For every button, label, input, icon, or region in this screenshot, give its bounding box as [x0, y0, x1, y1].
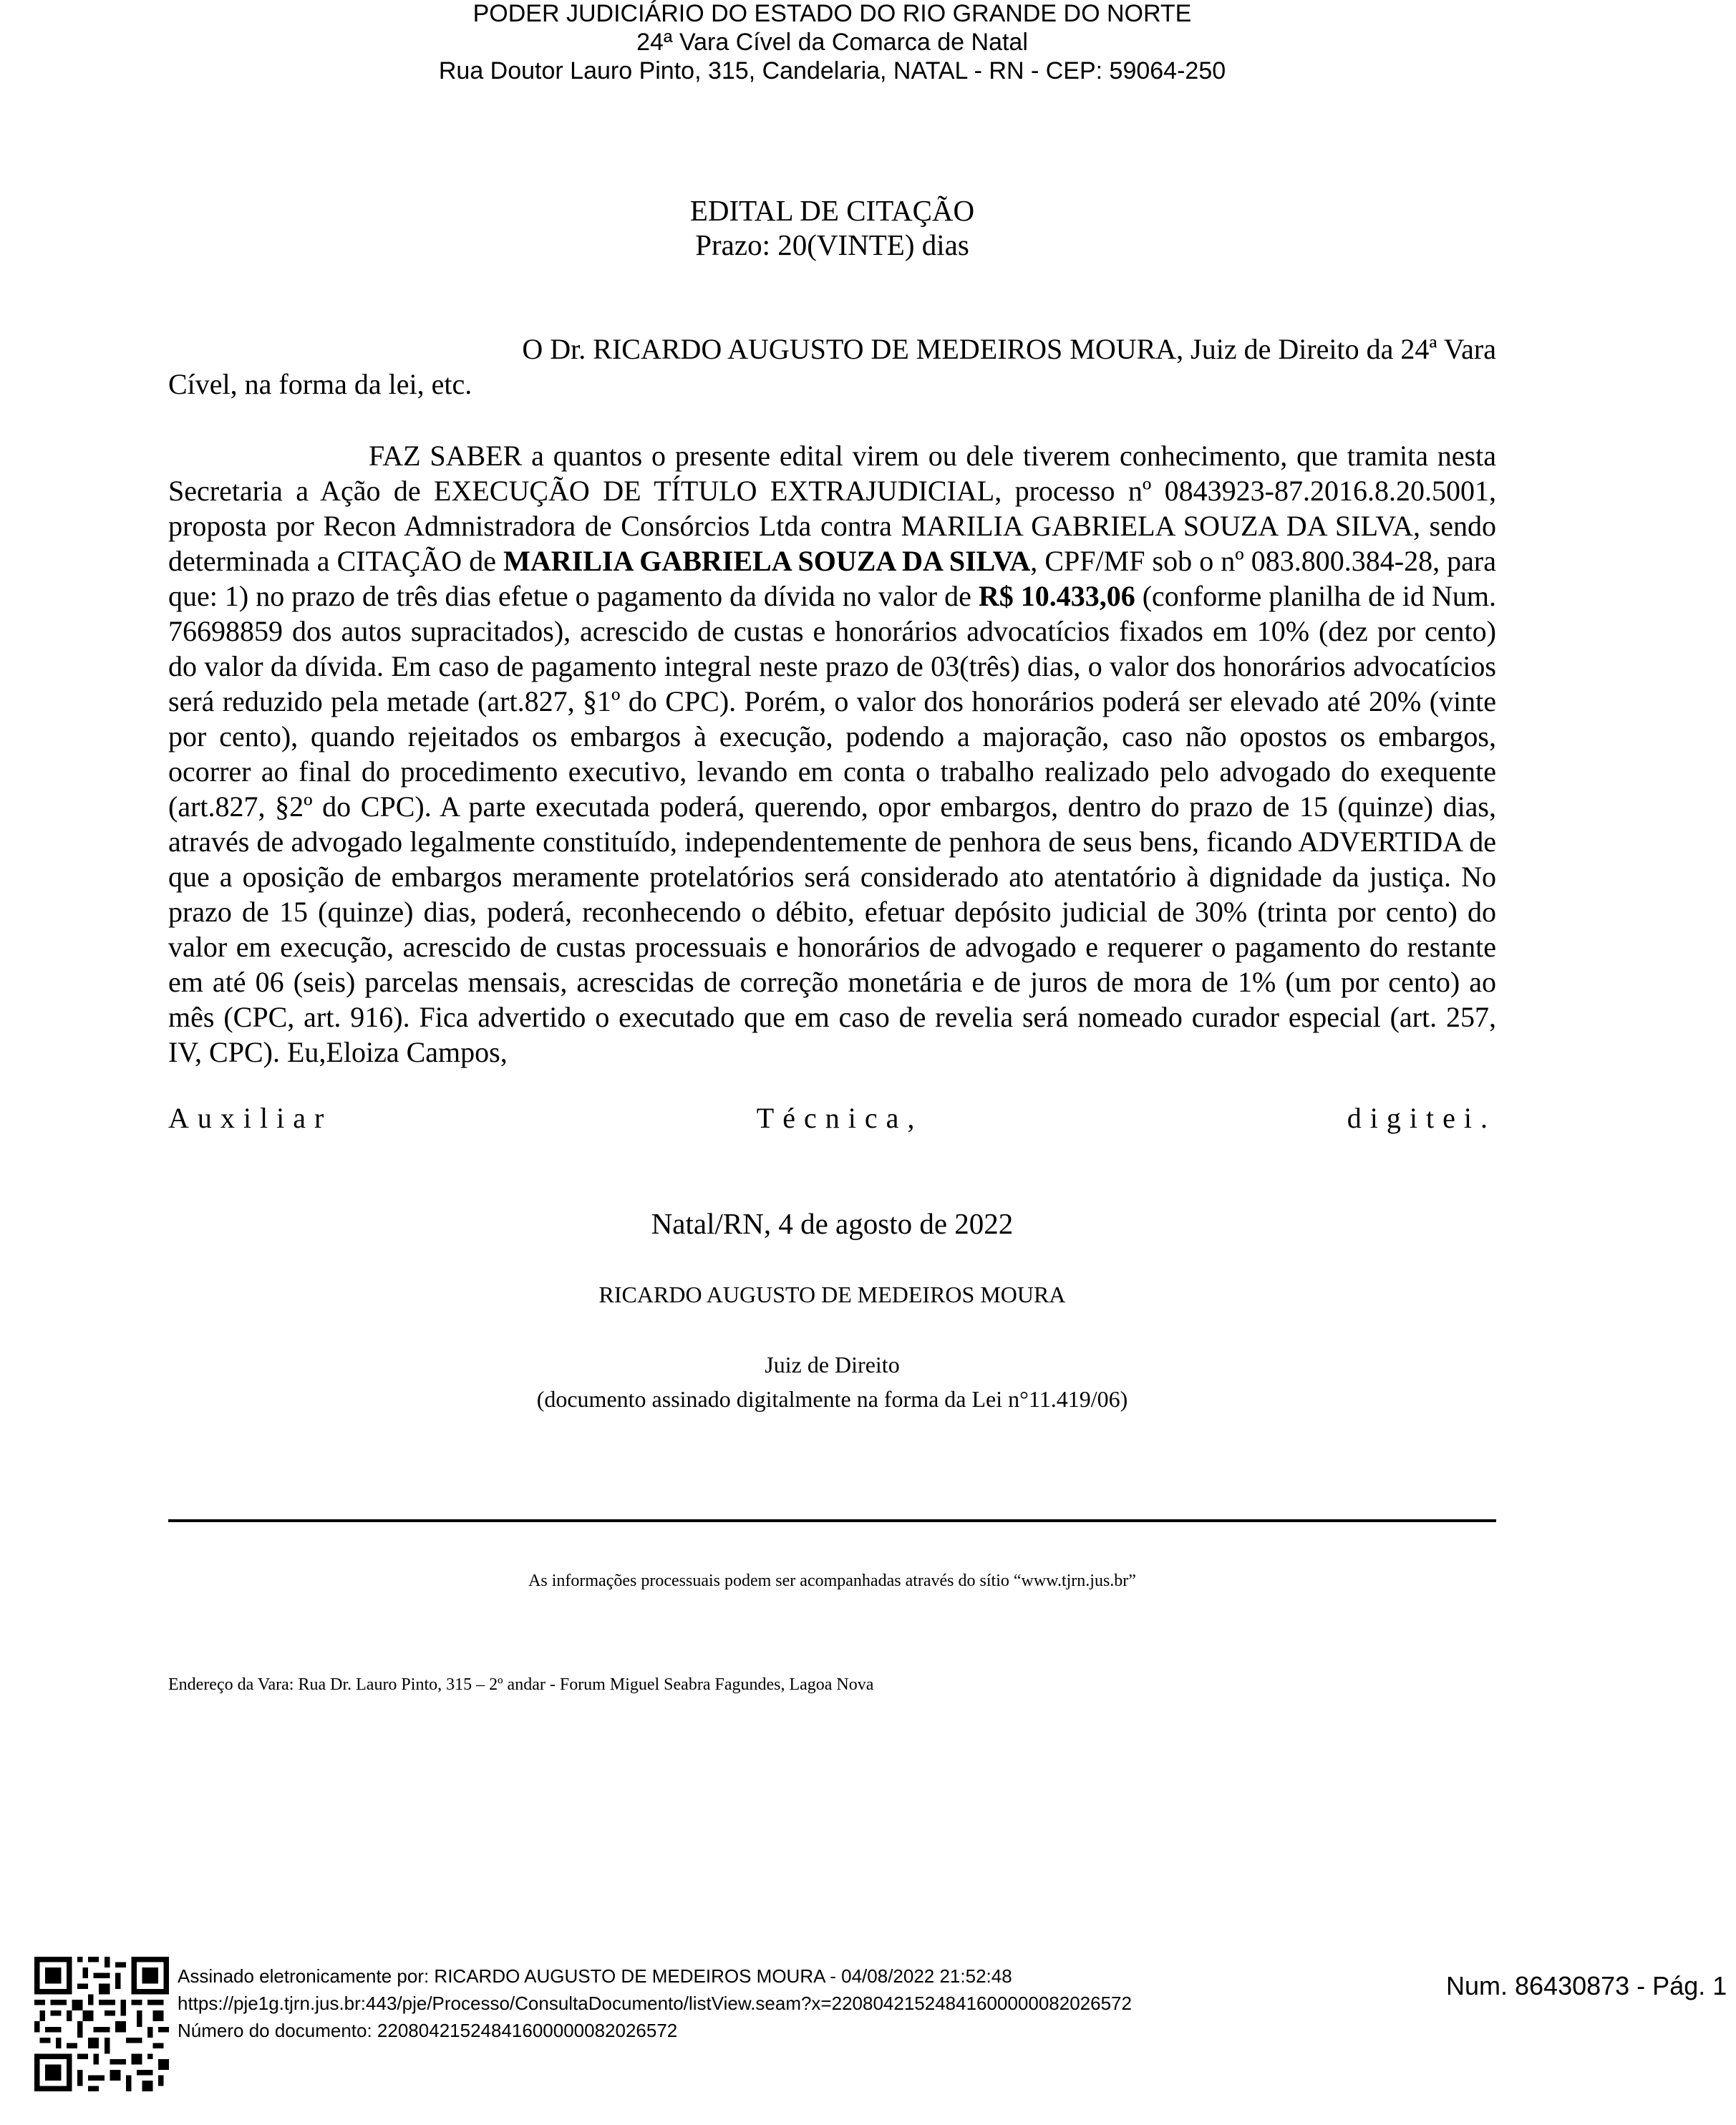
body-last-word-3: digitei.: [1347, 1102, 1496, 1134]
court-address: Rua Doutor Lauro Pinto, 315, Candelaria, NATAL - RN - CEP: 59064-250: [438, 57, 1226, 84]
body-text-part-2: , CPF/MF sob o nº 083.800.384-28, para que: 1) no prazo de três dias efetue o pagamento da dívida no valor de: [168, 545, 1496, 612]
edict-body: [168, 438, 1496, 1070]
body-text-part-3: (conforme planilha de id Num. 76698859 dos autos supracitados), acrescido de custas e honorários advocatícios fixados em 10% (dez por cento) do valor da dívida. Em caso de pagamento integral neste prazo de 03(três) dias, o valor dos honorários advocatícios será reduzido pela metade (art.827, §1º do CPC). Porém, o valor dos honorários poderá ser elevado até 20% (vinte por cento), quando rejeitados os embargos à execução, podendo a majoração, caso não opostos os embargos, ocorrer ao final do procedimento executivo, levando em conta o trabalho realizado pelo advogado do exequente (art.827, §2º do CPC). A parte executada poderá, querendo, opor embargos, dentro do prazo de 15 (quinze) dias, através de advogado legalmente constituído, independentemente de penhora de seus bens, ficando ADVERTIDA de que a oposição de embargos meramente protelatórios será considerado ato atentatório à dignidade da justiça. No prazo de 15 (quinze) dias, poderá, reconhecendo o débito, efetuar depósito judicial de 30% (trinta por cento) do valor em execução, acrescido de custas processuais e honorários de advogado e requerer o pagamento do restante em até 06 (seis) parcelas mensais, acrescidas de correção monetária e de juros de mora de 1% (um por cento) ao mês (CPC, art. 916). Fica advertido o executado que em caso de revelia será nomeado curador especial (art. 257, IV, CPC). Eu,Eloiza Campos,: [168, 580, 1497, 1068]
footer-info: As informações processuais podem ser acompanhadas através do sítio “www.tjrn.jus.br”: [528, 1572, 1136, 1590]
digital-signature-note: (documento assinado digitalmente na forma da Lei n°11.419/06): [536, 1386, 1128, 1412]
signed-by-line: Assinado eletronicamente por: RICARDO AUGUSTO DE MEDEIROS MOURA - 04/08/2022 21:52:48: [178, 1965, 1012, 1987]
document-url[interactable]: https://pje1g.tjrn.jus.br:443/pje/Processo/ConsultaDocumento/listView.seam?x=22080421524841600000082026572: [178, 1993, 1132, 2014]
judge-name: RICARDO AUGUSTO DE MEDEIROS MOURA: [598, 1282, 1066, 1307]
debt-amount: R$ 10.433,06: [978, 580, 1135, 612]
body-last-line: [168, 1100, 1496, 1136]
page-reference: Num. 86430873 - Pág. 1: [1446, 1971, 1727, 2000]
footer-divider: [168, 1519, 1496, 1522]
body-text-part-1: FAZ SABER a quantos o presente edital virem ou dele tiverem conhecimento, que tramita nesta Secretaria a Ação de EXECUÇÃO DE TÍTULO EXTRAJUDICIAL, processo nº 0843923-87.2016.8.20.5001, proposta por Recon Admnistradora de Consórcios Ltda contra MARILIA GABRIELA SOUZA DA SILVA, sendo determinada a CITAÇÃO de: [168, 440, 1496, 577]
document-number: Número do documento: 22080421524841600000082026572: [178, 2020, 678, 2041]
body-last-word-1: Auxiliar: [168, 1102, 333, 1134]
place-date: Natal/RN, 4 de agosto de 2022: [651, 1207, 1014, 1240]
intro-second-line: Cível, na forma da lei, etc.: [168, 368, 472, 400]
defendant-name: MARILIA GABRIELA SOUZA DA SILVA: [503, 545, 1031, 577]
court-division: 24ª Vara Cível da Comarca de Natal: [636, 29, 1028, 56]
court-name: PODER JUDICIÁRIO DO ESTADO DO RIO GRANDE DO NORTE: [472, 0, 1192, 27]
judge-role: Juiz de Direito: [765, 1352, 900, 1378]
intro-first-line: O Dr. RICARDO AUGUSTO DE MEDEIROS MOURA, Juiz de Direito da 24ª Vara: [522, 333, 1496, 365]
footer-address: Endereço da Vara: Rua Dr. Lauro Pinto, 315 – 2º andar - Forum Miguel Seabra Fagundes, Lagoa Nova: [168, 1675, 874, 1694]
document-deadline: Prazo: 20(VINTE) dias: [695, 228, 969, 261]
body-last-word-2: Técnica,: [756, 1102, 923, 1134]
qr-code-image: [34, 1957, 169, 2091]
document-title: EDITAL DE CITAÇÃO: [689, 194, 975, 227]
